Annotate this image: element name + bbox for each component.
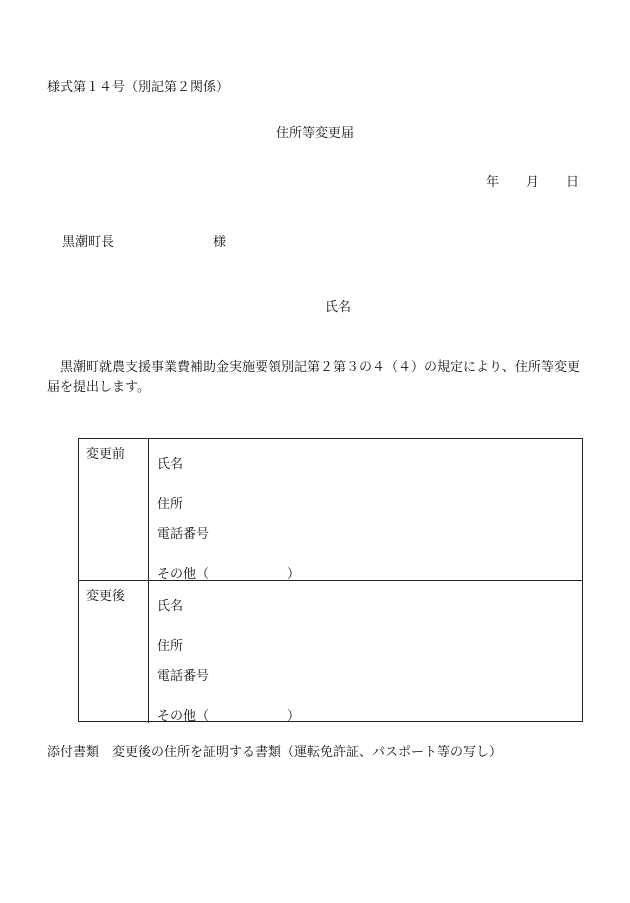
row-header-cell (79, 439, 149, 580)
before-phone-field: 電話番号 (157, 527, 210, 542)
form-number: 様式第１４号（別記第２関係） (47, 80, 230, 95)
addressee-honorific: 様 (213, 235, 227, 250)
before-address-field: 住所 (157, 497, 184, 512)
table-row-after (79, 581, 582, 723)
row-header-after: 変更後 (86, 589, 126, 604)
change-table (78, 438, 583, 722)
row-header-cell (79, 581, 149, 723)
addressee-name: 黒潮町長 (62, 235, 115, 250)
attachment-note: 添付書類 変更後の住所を証明する書類（運転免許証、パスポート等の写し） (47, 745, 503, 760)
table-row-before (79, 439, 582, 581)
row-header-before: 変更前 (86, 447, 126, 462)
after-address-field: 住所 (157, 639, 184, 654)
date-year-label: 年 (486, 175, 500, 190)
applicant-name-label: 氏名 (325, 300, 352, 315)
document-title: 住所等変更届 (275, 126, 354, 141)
date-line (486, 175, 579, 191)
before-other-field: その他（ ） (157, 567, 301, 582)
body-text: 黒潮町就農支援事業費補助金実施要領別記第２第３の４（４）の規定により、住所等変更届を提出します。 (47, 360, 581, 395)
date-day-label: 日 (566, 175, 580, 190)
before-name-field: 氏名 (157, 457, 184, 472)
date-month-label: 月 (526, 175, 540, 190)
after-name-field: 氏名 (157, 599, 184, 614)
after-phone-field: 電話番号 (157, 669, 210, 684)
after-other-field: その他（ ） (157, 709, 301, 724)
